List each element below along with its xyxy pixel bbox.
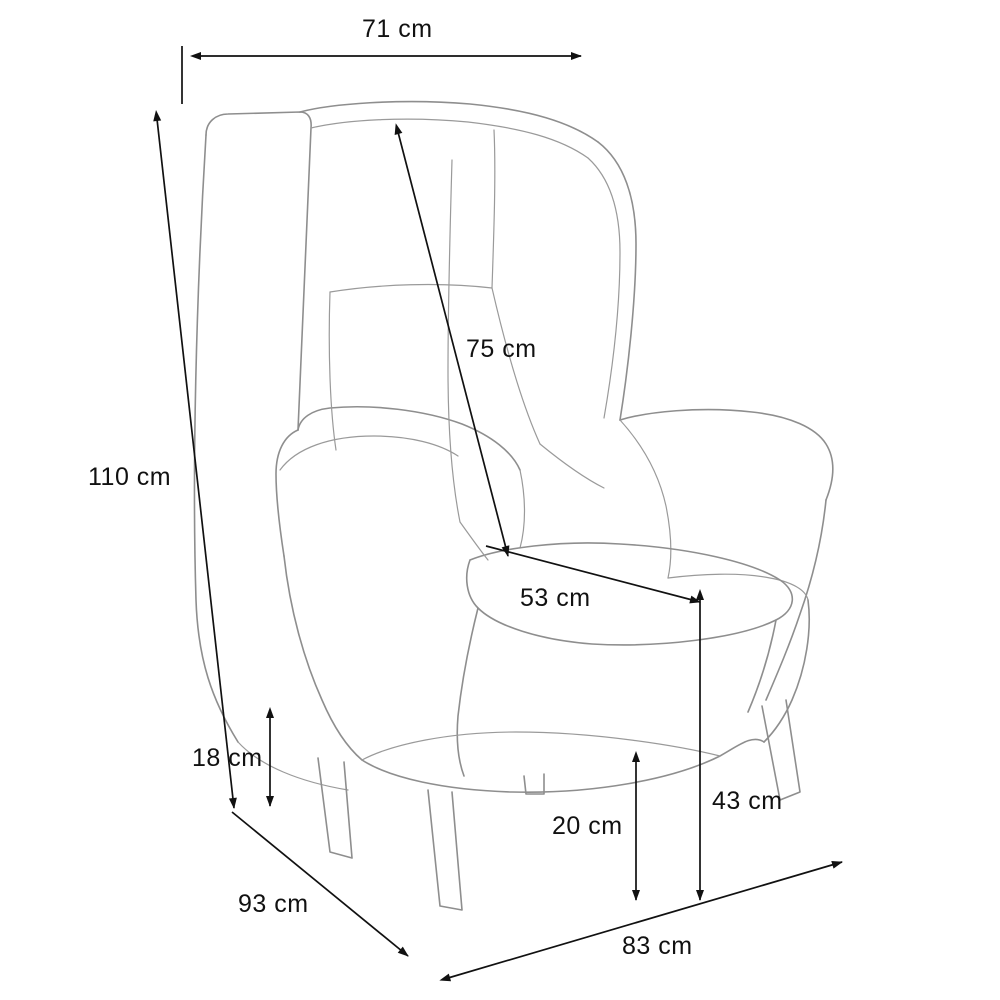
dim-label-arm-height: 43 cm (712, 787, 783, 815)
dim-line-depth-total (232, 812, 408, 956)
dim-label-leg-height: 18 cm (192, 744, 263, 772)
dim-label-depth-total: 93 cm (238, 890, 309, 918)
dim-label-seat-depth: 53 cm (520, 584, 591, 612)
dim-label-height-total: 110 cm (88, 463, 172, 491)
dim-label-width-top: 71 cm (362, 15, 433, 43)
dim-line-seat-depth (486, 546, 700, 602)
dim-label-back-diagonal: 75 cm (466, 335, 537, 363)
dim-label-seat-height: 20 cm (552, 812, 623, 840)
dim-label-width-bottom: 83 cm (622, 932, 693, 960)
dimension-lines (157, 46, 842, 978)
